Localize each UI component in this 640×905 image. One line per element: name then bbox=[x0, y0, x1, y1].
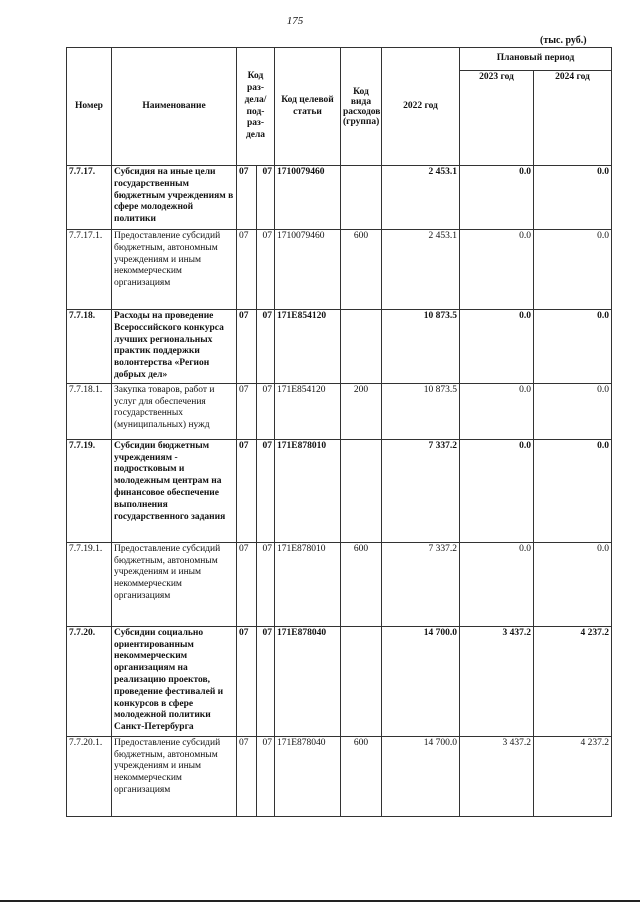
row-value-2024: 0.0 bbox=[534, 230, 612, 310]
row-target-code: 171E878040 bbox=[275, 626, 341, 736]
row-value-2024: 0.0 bbox=[534, 542, 612, 626]
row-name: Субсидии социально ориентированным некоммерческим организациям на реализацию проектов, проведение фестивалей и конкурсов в сфере молодежной политики Санкт-Петербурга bbox=[112, 626, 237, 736]
row-value-2022: 7 337.2 bbox=[382, 542, 460, 626]
row-expense-group bbox=[341, 439, 382, 542]
row-section-code: 07 bbox=[237, 230, 257, 310]
units-label: (тыс. руб.) bbox=[540, 35, 587, 46]
row-subsection-code: 07 bbox=[257, 310, 275, 384]
row-section-code: 07 bbox=[237, 383, 257, 439]
row-value-2022: 2 453.1 bbox=[382, 230, 460, 310]
row-subsection-code: 07 bbox=[257, 230, 275, 310]
row-subsection-code: 07 bbox=[257, 383, 275, 439]
row-name: Предоставление субсидий бюджетным, автономным учреждениям и иным некоммерческим организациям bbox=[112, 736, 237, 816]
header-target-code: Код целевой статьи bbox=[275, 48, 341, 166]
page-number: 175 bbox=[286, 15, 304, 27]
header-2022: 2022 год bbox=[382, 48, 460, 166]
row-subsection-code: 07 bbox=[257, 736, 275, 816]
row-value-2023: 0.0 bbox=[460, 439, 534, 542]
row-expense-group: 600 bbox=[341, 736, 382, 816]
row-value-2024: 0.0 bbox=[534, 383, 612, 439]
row-value-2023: 0.0 bbox=[460, 542, 534, 626]
table-row bbox=[67, 383, 612, 439]
row-target-code: 171E854120 bbox=[275, 383, 341, 439]
row-value-2024: 4 237.2 bbox=[534, 736, 612, 816]
row-number: 7.7.20.1. bbox=[67, 736, 112, 816]
row-expense-group: 200 bbox=[341, 383, 382, 439]
row-value-2024: 0.0 bbox=[534, 439, 612, 542]
row-number: 7.7.18. bbox=[67, 310, 112, 384]
row-number: 7.7.18.1. bbox=[67, 383, 112, 439]
row-value-2024: 0.0 bbox=[534, 166, 612, 230]
header-planning-period: Плановый период bbox=[460, 48, 612, 71]
row-section-code: 07 bbox=[237, 439, 257, 542]
row-number: 7.7.17.1. bbox=[67, 230, 112, 310]
row-section-code: 07 bbox=[237, 310, 257, 384]
row-expense-group: 600 bbox=[341, 542, 382, 626]
table-row bbox=[67, 310, 612, 384]
row-subsection-code: 07 bbox=[257, 439, 275, 542]
row-value-2024: 4 237.2 bbox=[534, 626, 612, 736]
row-expense-group: 600 bbox=[341, 230, 382, 310]
row-number: 7.7.20. bbox=[67, 626, 112, 736]
row-value-2023: 0.0 bbox=[460, 310, 534, 384]
row-value-2022: 14 700.0 bbox=[382, 736, 460, 816]
table-row bbox=[67, 626, 612, 736]
table-row bbox=[67, 166, 612, 230]
header-number: Номер bbox=[67, 48, 112, 166]
row-expense-group bbox=[341, 166, 382, 230]
row-name: Субсидия на иные цели государственным бюджетным учреждениям в сфере молодежной политики bbox=[112, 166, 237, 230]
row-target-code: 1710079460 bbox=[275, 166, 341, 230]
row-number: 7.7.19. bbox=[67, 439, 112, 542]
row-value-2023: 0.0 bbox=[460, 230, 534, 310]
row-value-2022: 14 700.0 bbox=[382, 626, 460, 736]
row-subsection-code: 07 bbox=[257, 542, 275, 626]
row-target-code: 1710079460 bbox=[275, 230, 341, 310]
row-target-code: 171E878010 bbox=[275, 439, 341, 542]
row-value-2022: 10 873.5 bbox=[382, 310, 460, 384]
row-subsection-code: 07 bbox=[257, 166, 275, 230]
row-subsection-code: 07 bbox=[257, 626, 275, 736]
row-target-code: 171E854120 bbox=[275, 310, 341, 384]
row-value-2022: 10 873.5 bbox=[382, 383, 460, 439]
row-target-code: 171E878010 bbox=[275, 542, 341, 626]
row-section-code: 07 bbox=[237, 626, 257, 736]
row-value-2023: 0.0 bbox=[460, 383, 534, 439]
row-number: 7.7.17. bbox=[67, 166, 112, 230]
budget-table bbox=[66, 47, 612, 817]
header-expense-type: Код вида расходов (группа) bbox=[341, 48, 382, 166]
row-value-2022: 7 337.2 bbox=[382, 439, 460, 542]
row-section-code: 07 bbox=[237, 736, 257, 816]
row-section-code: 07 bbox=[237, 542, 257, 626]
table-row bbox=[67, 439, 612, 542]
row-name: Расходы на проведение Всероссийского конкурса лучших региональных практик поддержки волонтерства «Регион добрых дел» bbox=[112, 310, 237, 384]
row-name: Закупка товаров, работ и услуг для обеспечения государственных (муниципальных) нужд bbox=[112, 383, 237, 439]
page-bottom-rule bbox=[0, 900, 640, 902]
header-section-code: Код раз-дела/ под-раз-дела bbox=[237, 48, 275, 166]
row-section-code: 07 bbox=[237, 166, 257, 230]
row-number: 7.7.19.1. bbox=[67, 542, 112, 626]
header-name: Наименование bbox=[112, 48, 237, 166]
row-expense-group bbox=[341, 626, 382, 736]
table-row bbox=[67, 736, 612, 816]
header-2024: 2024 год bbox=[534, 71, 612, 166]
row-value-2024: 0.0 bbox=[534, 310, 612, 384]
row-name: Предоставление субсидий бюджетным, автономным учреждениям и иным некоммерческим организациям bbox=[112, 230, 237, 310]
row-target-code: 171E878040 bbox=[275, 736, 341, 816]
row-name: Субсидии бюджетным учреждениям - подростковым и молодежным центрам на финансовое обеспечение выполнения государственного задания bbox=[112, 439, 237, 542]
row-value-2023: 3 437.2 bbox=[460, 626, 534, 736]
table-row bbox=[67, 542, 612, 626]
row-value-2023: 0.0 bbox=[460, 166, 534, 230]
table-row bbox=[67, 230, 612, 310]
row-name: Предоставление субсидий бюджетным, автономным учреждениям и иным некоммерческим организациям bbox=[112, 542, 237, 626]
row-value-2023: 3 437.2 bbox=[460, 736, 534, 816]
row-value-2022: 2 453.1 bbox=[382, 166, 460, 230]
header-2023: 2023 год bbox=[460, 71, 534, 166]
row-expense-group bbox=[341, 310, 382, 384]
